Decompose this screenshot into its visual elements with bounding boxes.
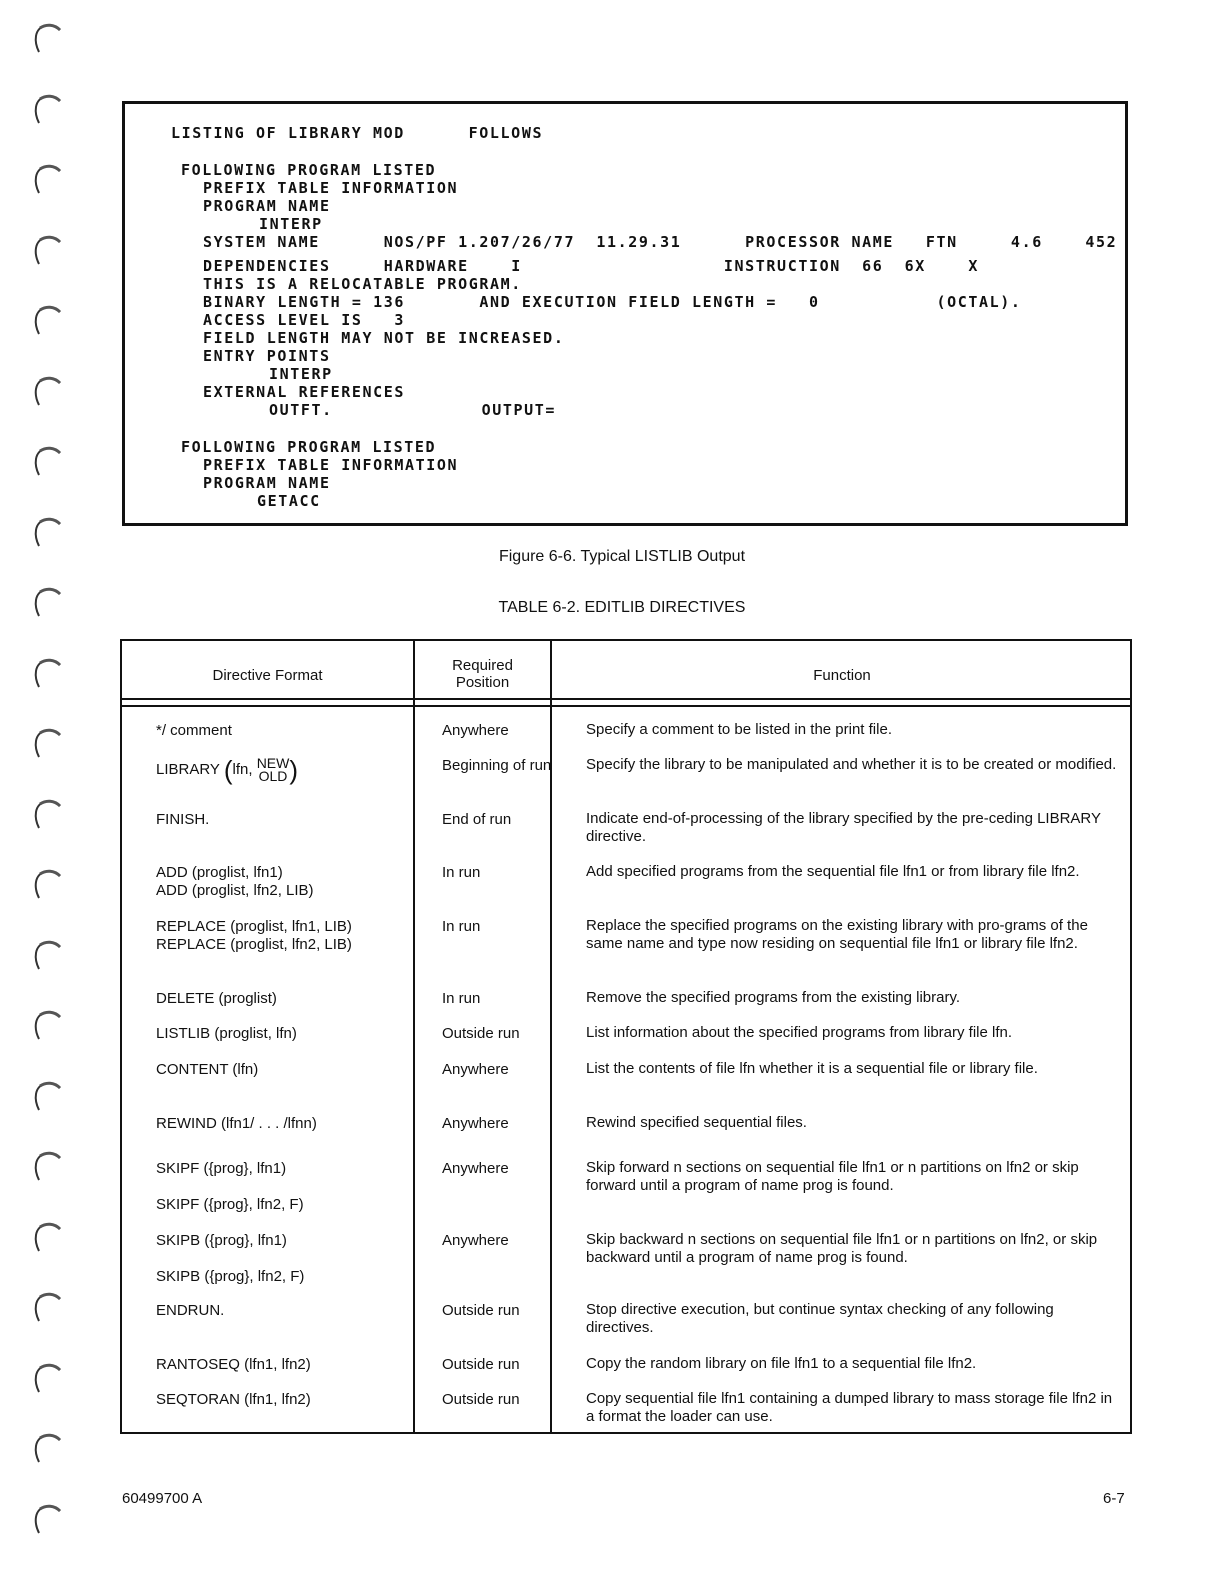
binder-hole-icon xyxy=(30,1501,64,1535)
directive-format: ENDRUN. xyxy=(156,1302,225,1319)
required-position: End of run xyxy=(442,811,512,828)
binder-hole-icon xyxy=(30,1289,64,1323)
binder-hole-icon xyxy=(30,866,64,900)
binder-hole-icon xyxy=(30,796,64,830)
binder-hole-icon xyxy=(30,937,64,971)
printout-line: INTERP xyxy=(269,365,333,383)
required-position: Anywhere xyxy=(442,1232,509,1249)
printout-line: FOLLOWING PROGRAM LISTED xyxy=(181,438,437,456)
directive-format: REPLACE (proglist, lfn1, LIB) REPLACE (proglist, lfn2, LIB) xyxy=(156,918,352,953)
binder-hole-icon xyxy=(30,1360,64,1394)
binder-hole-icon xyxy=(30,1007,64,1041)
directive-function: List information about the specified programs from library file lfn. xyxy=(586,1024,1013,1041)
directive-format: FINISH. xyxy=(156,811,210,828)
directive-format: RANTOSEQ (lfn1, lfn2) xyxy=(156,1356,311,1373)
directive-function: Specify the library to be manipulated and whether it is to be created or modified. xyxy=(586,756,1117,773)
directive-format: SEQTORAN (lfn1, lfn2) xyxy=(156,1391,311,1408)
required-position: Outside run xyxy=(442,1391,520,1408)
required-position: Outside run xyxy=(442,1356,520,1373)
page-number: 6-7 xyxy=(1103,1490,1125,1507)
directive-function: Stop directive execution, but continue syntax checking of any following directives. xyxy=(586,1301,1054,1336)
binder-hole-icon xyxy=(30,514,64,548)
required-position: Beginning of run xyxy=(442,757,552,774)
directive-function: Copy sequential file lfn1 containing a dumped library to mass storage file lfn2 in a format the loader can use. xyxy=(586,1390,1113,1425)
printout-line: THIS IS A RELOCATABLE PROGRAM. xyxy=(203,275,522,293)
required-position: In run xyxy=(442,864,481,881)
header-directive-format: Directive Format xyxy=(212,667,323,684)
binder-hole-icon xyxy=(30,302,64,336)
binder-hole-icon xyxy=(30,725,64,759)
directive-function: Rewind specified sequential files. xyxy=(586,1114,807,1131)
directive-function: Add specified programs from the sequential file lfn1 or from library file lfn2. xyxy=(586,863,1080,880)
directive-format: ADD (proglist, lfn1) ADD (proglist, lfn2, LIB) xyxy=(156,864,314,899)
required-position: Anywhere xyxy=(442,1115,509,1132)
directive-function: Copy the random library on file lfn1 to a sequential file lfn2. xyxy=(586,1355,977,1372)
document-number: 60499700 A xyxy=(122,1490,203,1507)
printout-line: PROGRAM NAME xyxy=(203,197,331,215)
directive-format: REWIND (lfn1/ . . . /lfnn) xyxy=(156,1115,317,1132)
directive-function: Remove the specified programs from the existing library. xyxy=(586,989,961,1006)
binder-hole-icon xyxy=(30,91,64,125)
directive-format: LISTLIB (proglist, lfn) xyxy=(156,1025,297,1042)
figure-caption: Figure 6-6. Typical LISTLIB Output xyxy=(498,548,746,565)
table-title: TABLE 6-2. EDITLIB DIRECTIVES xyxy=(498,599,746,616)
binder-hole-icon xyxy=(30,655,64,689)
printout-line: INTERP xyxy=(259,215,323,233)
directive-function: List the contents of file lfn whether it is a sequential file or library file. xyxy=(586,1060,1038,1077)
binder-hole-icon xyxy=(30,1148,64,1182)
directive-function: Skip backward n sections on sequential file lfn1 or n partitions on lfn2, or skip backward until a program of name prog is found. xyxy=(586,1231,1098,1266)
binder-hole-icon xyxy=(30,20,64,54)
printout-line: ENTRY POINTS xyxy=(203,347,331,365)
required-position: Anywhere xyxy=(442,722,509,739)
required-position: Outside run xyxy=(442,1025,520,1042)
directive-function: Skip forward n sections on sequential file lfn1 or n partitions on lfn2 or skip forward until a program of name prog is found. xyxy=(586,1159,1079,1194)
directive-format: SKIPF ({prog}, lfn1) SKIPF ({prog}, lfn2, F) xyxy=(156,1160,304,1213)
directive-format: */ comment xyxy=(156,722,232,739)
printout-line: SYSTEM NAME NOS/PF 1.207/26/77 11.29.31 PROCESSOR NAME FTN 4.6 452 xyxy=(203,233,1118,251)
binder-hole-icon xyxy=(30,1078,64,1112)
header-rule xyxy=(122,698,1130,700)
required-position: Anywhere xyxy=(442,1061,509,1078)
printout-line: EXTERNAL REFERENCES xyxy=(203,383,405,401)
binder-hole-icon xyxy=(30,443,64,477)
header-rule xyxy=(122,705,1130,707)
directive-function: Replace the specified programs on the existing library with pro-grams of the same name and type now residing on sequential file lfn1 or library file lfn2. xyxy=(586,917,1088,952)
directive-format: DELETE (proglist) xyxy=(156,990,277,1007)
printout-line: PREFIX TABLE INFORMATION xyxy=(203,179,459,197)
printout-line: LISTING OF LIBRARY MOD FOLLOWS xyxy=(171,124,544,142)
binder-hole-icon xyxy=(30,1430,64,1464)
directive-format: CONTENT (lfn) xyxy=(156,1061,259,1078)
printout-line: BINARY LENGTH = 136 AND EXECUTION FIELD LENGTH = 0 (OCTAL). xyxy=(203,293,1022,311)
required-position: In run xyxy=(442,918,481,935)
printout-line: ACCESS LEVEL IS 3 xyxy=(203,311,405,329)
directive-function: Indicate end-of-processing of the library specified by the pre-ceding LIBRARY directive. xyxy=(586,810,1101,845)
printout-line: FOLLOWING PROGRAM LISTED xyxy=(181,161,437,179)
binder-hole-icon xyxy=(30,373,64,407)
printout-line: FIELD LENGTH MAY NOT BE INCREASED. xyxy=(203,329,565,347)
required-position: In run xyxy=(442,990,481,1007)
required-position: Anywhere xyxy=(442,1160,509,1177)
printout-line: OUTFT. OUTPUT= xyxy=(269,401,557,419)
required-position: Outside run xyxy=(442,1302,520,1319)
binder-hole-icon xyxy=(30,232,64,266)
printout-line: PROGRAM NAME xyxy=(203,474,331,492)
printout-line: PREFIX TABLE INFORMATION xyxy=(203,456,459,474)
directive-function: Specify a comment to be listed in the print file. xyxy=(586,721,892,738)
header-function: Function xyxy=(813,667,871,684)
listlib-output-figure xyxy=(122,101,1128,526)
binder-hole-icon xyxy=(30,161,64,195)
binder-hole-icon xyxy=(30,1219,64,1253)
directive-format: LIBRARY (lfn, NEW OLD) xyxy=(156,755,299,785)
directive-format: SKIPB ({prog}, lfn1) SKIPB ({prog}, lfn2, F) xyxy=(156,1232,305,1285)
printout-line: DEPENDENCIES HARDWARE I INSTRUCTION 66 6X X xyxy=(203,257,980,275)
printout-line: GETACC xyxy=(257,492,321,510)
header-required-position: Required Position xyxy=(452,657,513,691)
editlib-directives-table xyxy=(120,639,1132,1434)
